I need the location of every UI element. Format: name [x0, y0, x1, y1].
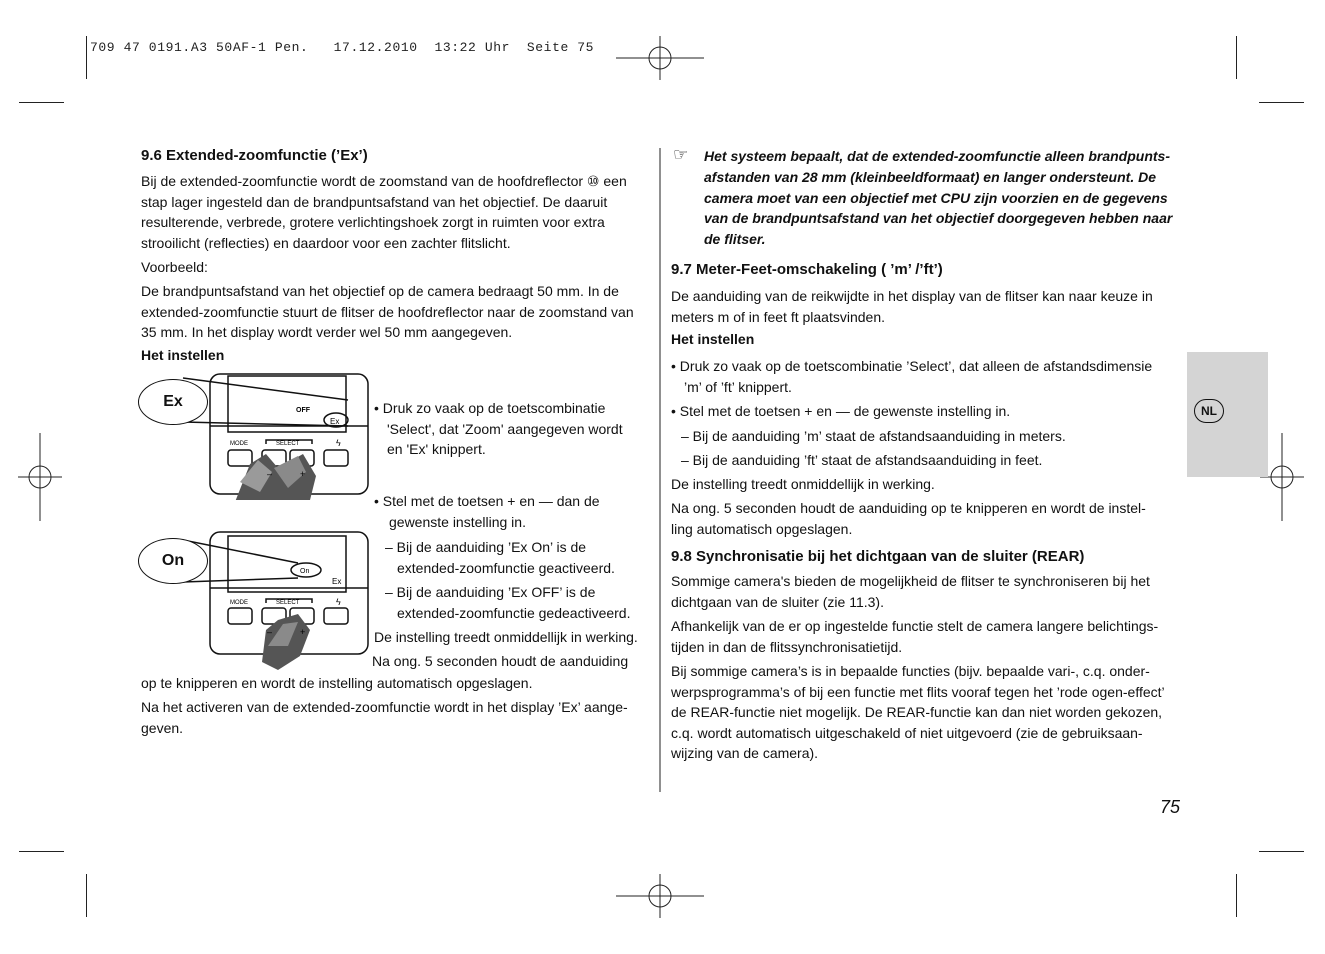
select-key-label: SELECT: [276, 441, 300, 447]
on-callout: On: [138, 538, 208, 584]
plus-key-label: +: [300, 469, 306, 479]
ex-indicator: Ex: [330, 417, 340, 426]
flash-icon: ϟ: [336, 597, 341, 607]
dash-item: – Bij de aanduiding ’ft’ staat de afstandsaanduiding in feet.: [681, 452, 1043, 468]
paragraph: Bij de extended-zoomfunctie wordt de zoomstand van de hoofdreflector ⑩ een stap lager ingesteld dan de brandpuntsafstand van het objectief. De daaruit resulterende, verbrede, grotere verlichtingshoek zorgt in ruimten voor extra strooilicht (reflecties) en daardoor voor een zachter flitslicht.: [141, 173, 627, 251]
dash-item: – Bij de aanduiding ’Ex On’ is de extended-zoomfunctie geactiveerd.: [385, 539, 615, 576]
plus-key-label: +: [300, 627, 306, 637]
dash-item: – Bij de aanduiding ’m’ staat de afstandsaanduiding in meters.: [681, 428, 1066, 444]
minus-key-label: –: [267, 627, 273, 637]
ex-callout: Ex: [138, 379, 208, 425]
paragraph: op te knipperen en wordt de instelling automatisch opgeslagen.: [141, 675, 533, 691]
bullet-item: • Stel met de toetsen + en — de gewenste instelling in.: [671, 403, 1011, 419]
on-indicator: On: [300, 568, 310, 575]
ex-indicator: Ex: [332, 577, 342, 586]
paragraph: Bij sommige camera’s is in bepaalde functies (bijv. bepaalde vari-, c.q. onder- werpsprogramma’s of bij een functie met flits vooraf tegen het ’rode ogen-effect’ de REAR-functie niet mogelijk. De REAR-functie kan dan niet worden gekozen, c.q. wordt automatisch uitgeschakeld of niet uitgevoerd (zie de gebruiksaan- wijzing van de camera).: [671, 663, 1165, 761]
section-title-9-7: 9.7 Meter-Feet-omschakeling ( ’m’ /’ft’): [671, 261, 943, 278]
paragraph: Afhankelijk van de er op ingestelde functie stelt de camera langere belichtings- tijden in dan de flitssynchronisatietijd.: [671, 618, 1159, 655]
page-number: 75: [1160, 797, 1181, 817]
bullet-item: • Stel met de toetsen + en — dan de gewenste instelling in.: [374, 493, 600, 530]
section-title-9-6: 9.6 Extended-zoomfunctie (’Ex’): [141, 147, 368, 164]
select-key-label: SELECT: [276, 600, 300, 606]
mode-key-label: MODE: [230, 441, 248, 447]
flash-icon: ϟ: [336, 438, 341, 448]
paragraph: De brandpuntsafstand van het objectief op de camera bedraagt 50 mm. In de extended-zoomfunctie stuurt de flitser de hoofdreflector naar de zoomstand van 35 mm. In het display wordt verder wel 50 mm aangegeven.: [141, 283, 634, 340]
paragraph: Na het activeren van de extended-zoomfunctie wordt in het display ’Ex’ aange- geven.: [141, 699, 628, 736]
paragraph: Sommige camera's bieden de mogelijkheid de flitser te synchroniseren bij het dichtgaan van de sluiter (zie 11.3).: [671, 573, 1150, 610]
section-title-9-8: 9.8 Synchronisatie bij het dichtgaan van de sluiter (REAR): [671, 548, 1085, 565]
mode-key-label: MODE: [230, 600, 248, 606]
language-label: NL: [1194, 399, 1224, 423]
dash-item: – Bij de aanduiding ’Ex OFF’ is de extended-zoomfunctie gedeactiveerd.: [385, 584, 631, 621]
off-indicator: OFF: [296, 407, 310, 414]
print-slug: 709 47 0191.A3 50AF-1 Pen. 17.12.2010 13:22 Uhr Seite 75: [90, 40, 595, 55]
paragraph: De instelling treedt onmiddellijk in werking.: [374, 629, 638, 645]
setting-heading: Het instellen: [671, 331, 755, 347]
paragraph: Na ong. 5 seconden houdt de aanduiding: [372, 653, 629, 669]
paragraph: Na ong. 5 seconden houdt de aanduiding op te knipperen en wordt de instel- ling automatisch opgeslagen.: [671, 500, 1146, 537]
minus-key-label: –: [267, 469, 273, 479]
bullet-item: • Druk zo vaak op de toetscombinatie ’Select’, dat alleen de afstandsdimensie ’m’ of ’ft’ knippert.: [671, 358, 1153, 395]
setting-heading: Het instellen: [141, 347, 225, 363]
hand-pointer-icon: ☞: [673, 145, 689, 164]
example-label: Voorbeeld:: [141, 259, 208, 275]
note-text: Het systeem bepaalt, dat de extended-zoomfunctie alleen brandpunts- afstanden van 28 mm (kleinbeeldformaat) en langer ondersteunt. De camera moet van een objectief met CPU zijn voorzien en de gegevens van de brandpuntsafstand van het objectief doorgegeven hebben naar de flitser.: [704, 148, 1173, 248]
bullet-item: • Druk zo vaak op de toetscombinatie 'Select', dat 'Zoom' aangegeven wordt en 'Ex' knippert.: [374, 400, 623, 457]
paragraph: De instelling treedt onmiddellijk in werking.: [671, 476, 935, 492]
paragraph: De aanduiding van de reikwijdte in het display van de flitser kan naar keuze in meters m of in feet ft plaatsvinden.: [671, 288, 1153, 325]
